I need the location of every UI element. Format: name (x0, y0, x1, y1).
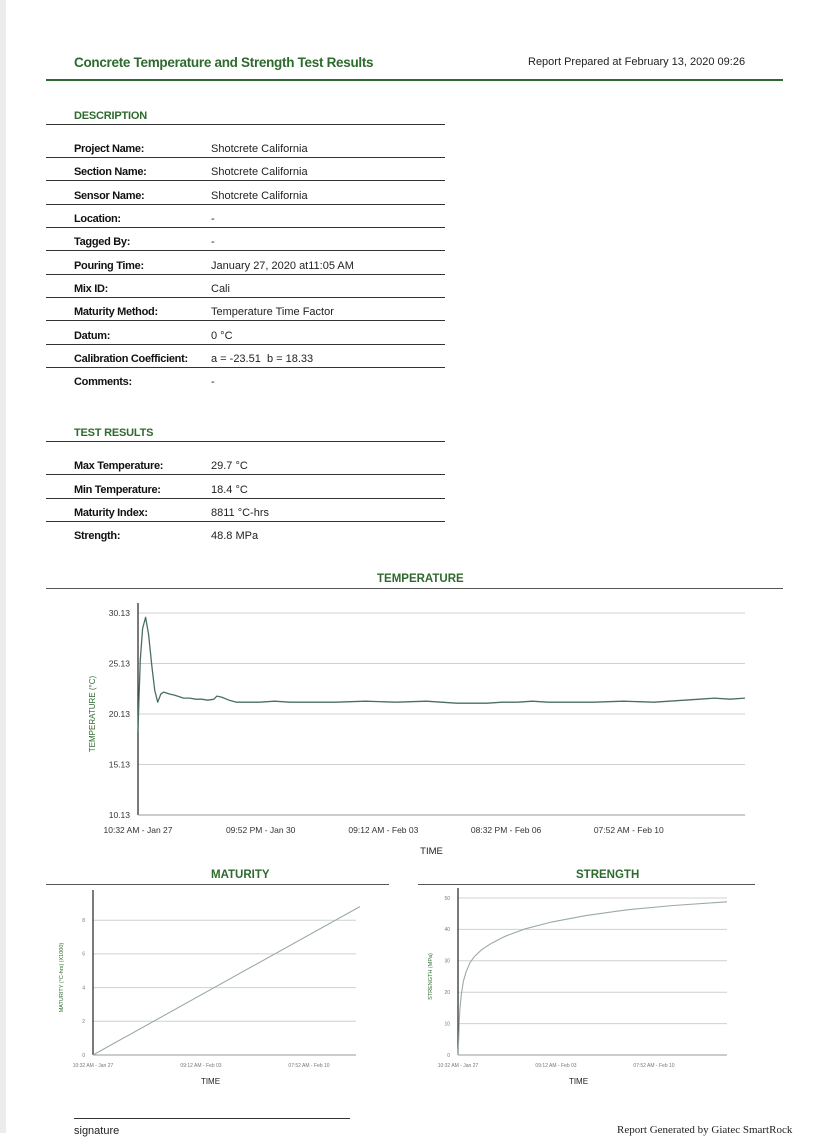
row-label: Calibration Coefficient: (74, 353, 188, 365)
row-label: Sensor Name: (74, 190, 145, 202)
row-value: 8811 °C-hrs (211, 507, 269, 519)
y-tick-label: 10.13 (108, 809, 130, 820)
y-tick-label: 0 (82, 1052, 85, 1059)
y-tick-label: 2 (82, 1019, 85, 1026)
x-axis-label: TIME (420, 846, 443, 857)
row-value: Temperature Time Factor (211, 306, 334, 318)
series-line (93, 907, 360, 1055)
x-tick-label: 10:32 AM - Jan 27 (437, 1063, 479, 1069)
y-tick-label: 8 (82, 917, 85, 924)
y-tick-label: 4 (82, 985, 85, 992)
report-prepared-date: Report Prepared at February 13, 2020 09:26 (528, 56, 746, 68)
signature-line (74, 1118, 350, 1119)
y-tick-label: 30 (444, 958, 450, 965)
y-tick-label: 30.13 (108, 607, 130, 618)
row-value: January 27, 2020 at11:05 AM (211, 260, 354, 272)
x-tick-label: 08:32 PM - Feb 06 (470, 825, 542, 835)
y-tick-label: 25.13 (108, 658, 130, 669)
row-label: Section Name: (74, 166, 147, 178)
row-label: Location: (74, 213, 121, 225)
y-axis-label: STRENGTH (MPa) (428, 953, 434, 1000)
results-heading: TEST RESULTS (74, 427, 154, 439)
row-label: Max Temperature: (74, 460, 164, 472)
row-value: Shotcrete California (211, 190, 308, 202)
signature-label: signature (74, 1125, 120, 1137)
row-label: Pouring Time: (74, 260, 144, 272)
strength-chart-title: STRENGTH (576, 869, 640, 881)
x-tick-label: 09:52 PM - Jan 30 (225, 825, 296, 835)
x-tick-label: 09:12 AM - Feb 03 (535, 1063, 577, 1069)
row-value: Cali (211, 283, 230, 295)
row-label: Strength: (74, 530, 121, 542)
y-tick-label: 50 (444, 895, 450, 902)
x-axis-label: TIME (568, 1077, 589, 1086)
row-label: Maturity Method: (74, 306, 158, 318)
y-tick-label: 20 (444, 989, 450, 996)
x-axis-label: TIME (200, 1077, 221, 1086)
x-tick-label: 10:32 AM - Jan 27 (103, 825, 173, 835)
row-value: 18.4 °C (211, 484, 248, 496)
x-tick-label: 09:12 AM - Feb 03 (180, 1063, 222, 1069)
x-tick-label: 07:52 AM - Feb 10 (288, 1063, 330, 1069)
row-value: - (211, 376, 215, 388)
row-value: - (211, 213, 215, 225)
y-tick-label: 15.13 (108, 759, 130, 770)
y-axis-label: MATURITY (°C-hrs) (X1000) (59, 942, 65, 1013)
y-tick-label: 10 (444, 1021, 450, 1028)
row-label: Maturity Index: (74, 507, 148, 519)
x-tick-label: 09:12 AM - Feb 03 (348, 825, 419, 835)
description-heading: DESCRIPTION (74, 110, 147, 122)
y-tick-label: 0 (447, 1052, 450, 1059)
row-value: - (211, 236, 215, 248)
row-value: a = -23.51 b = 18.33 (211, 353, 314, 365)
y-axis-label: TEMPERATURE (°C) (88, 675, 97, 753)
row-value: 48.8 MPa (211, 530, 259, 542)
temperature-chart-title: TEMPERATURE (377, 573, 464, 585)
row-label: Min Temperature: (74, 484, 161, 496)
y-tick-label: 20.13 (108, 708, 130, 719)
row-label: Datum: (74, 330, 111, 342)
x-tick-label: 10:32 AM - Jan 27 (72, 1063, 114, 1069)
row-label: Mix ID: (74, 283, 108, 295)
row-value: 29.7 °C (211, 460, 248, 472)
row-value: 0 °C (211, 330, 233, 342)
row-value: Shotcrete California (211, 143, 308, 155)
x-tick-label: 07:52 AM - Feb 10 (593, 825, 664, 835)
report-title: Concrete Temperature and Strength Test Results (74, 55, 374, 70)
row-label: Comments: (74, 376, 132, 388)
x-tick-label: 07:52 AM - Feb 10 (633, 1063, 675, 1069)
row-label: Project Name: (74, 143, 145, 155)
maturity-chart-title: MATURITY (211, 869, 270, 881)
report-generated-by: Report Generated by Giatec SmartRock (617, 1124, 793, 1136)
y-tick-label: 40 (444, 927, 450, 934)
row-value: Shotcrete California (211, 166, 308, 178)
row-label: Tagged By: (74, 236, 131, 248)
series-line (458, 902, 727, 1055)
y-tick-label: 6 (82, 951, 85, 958)
